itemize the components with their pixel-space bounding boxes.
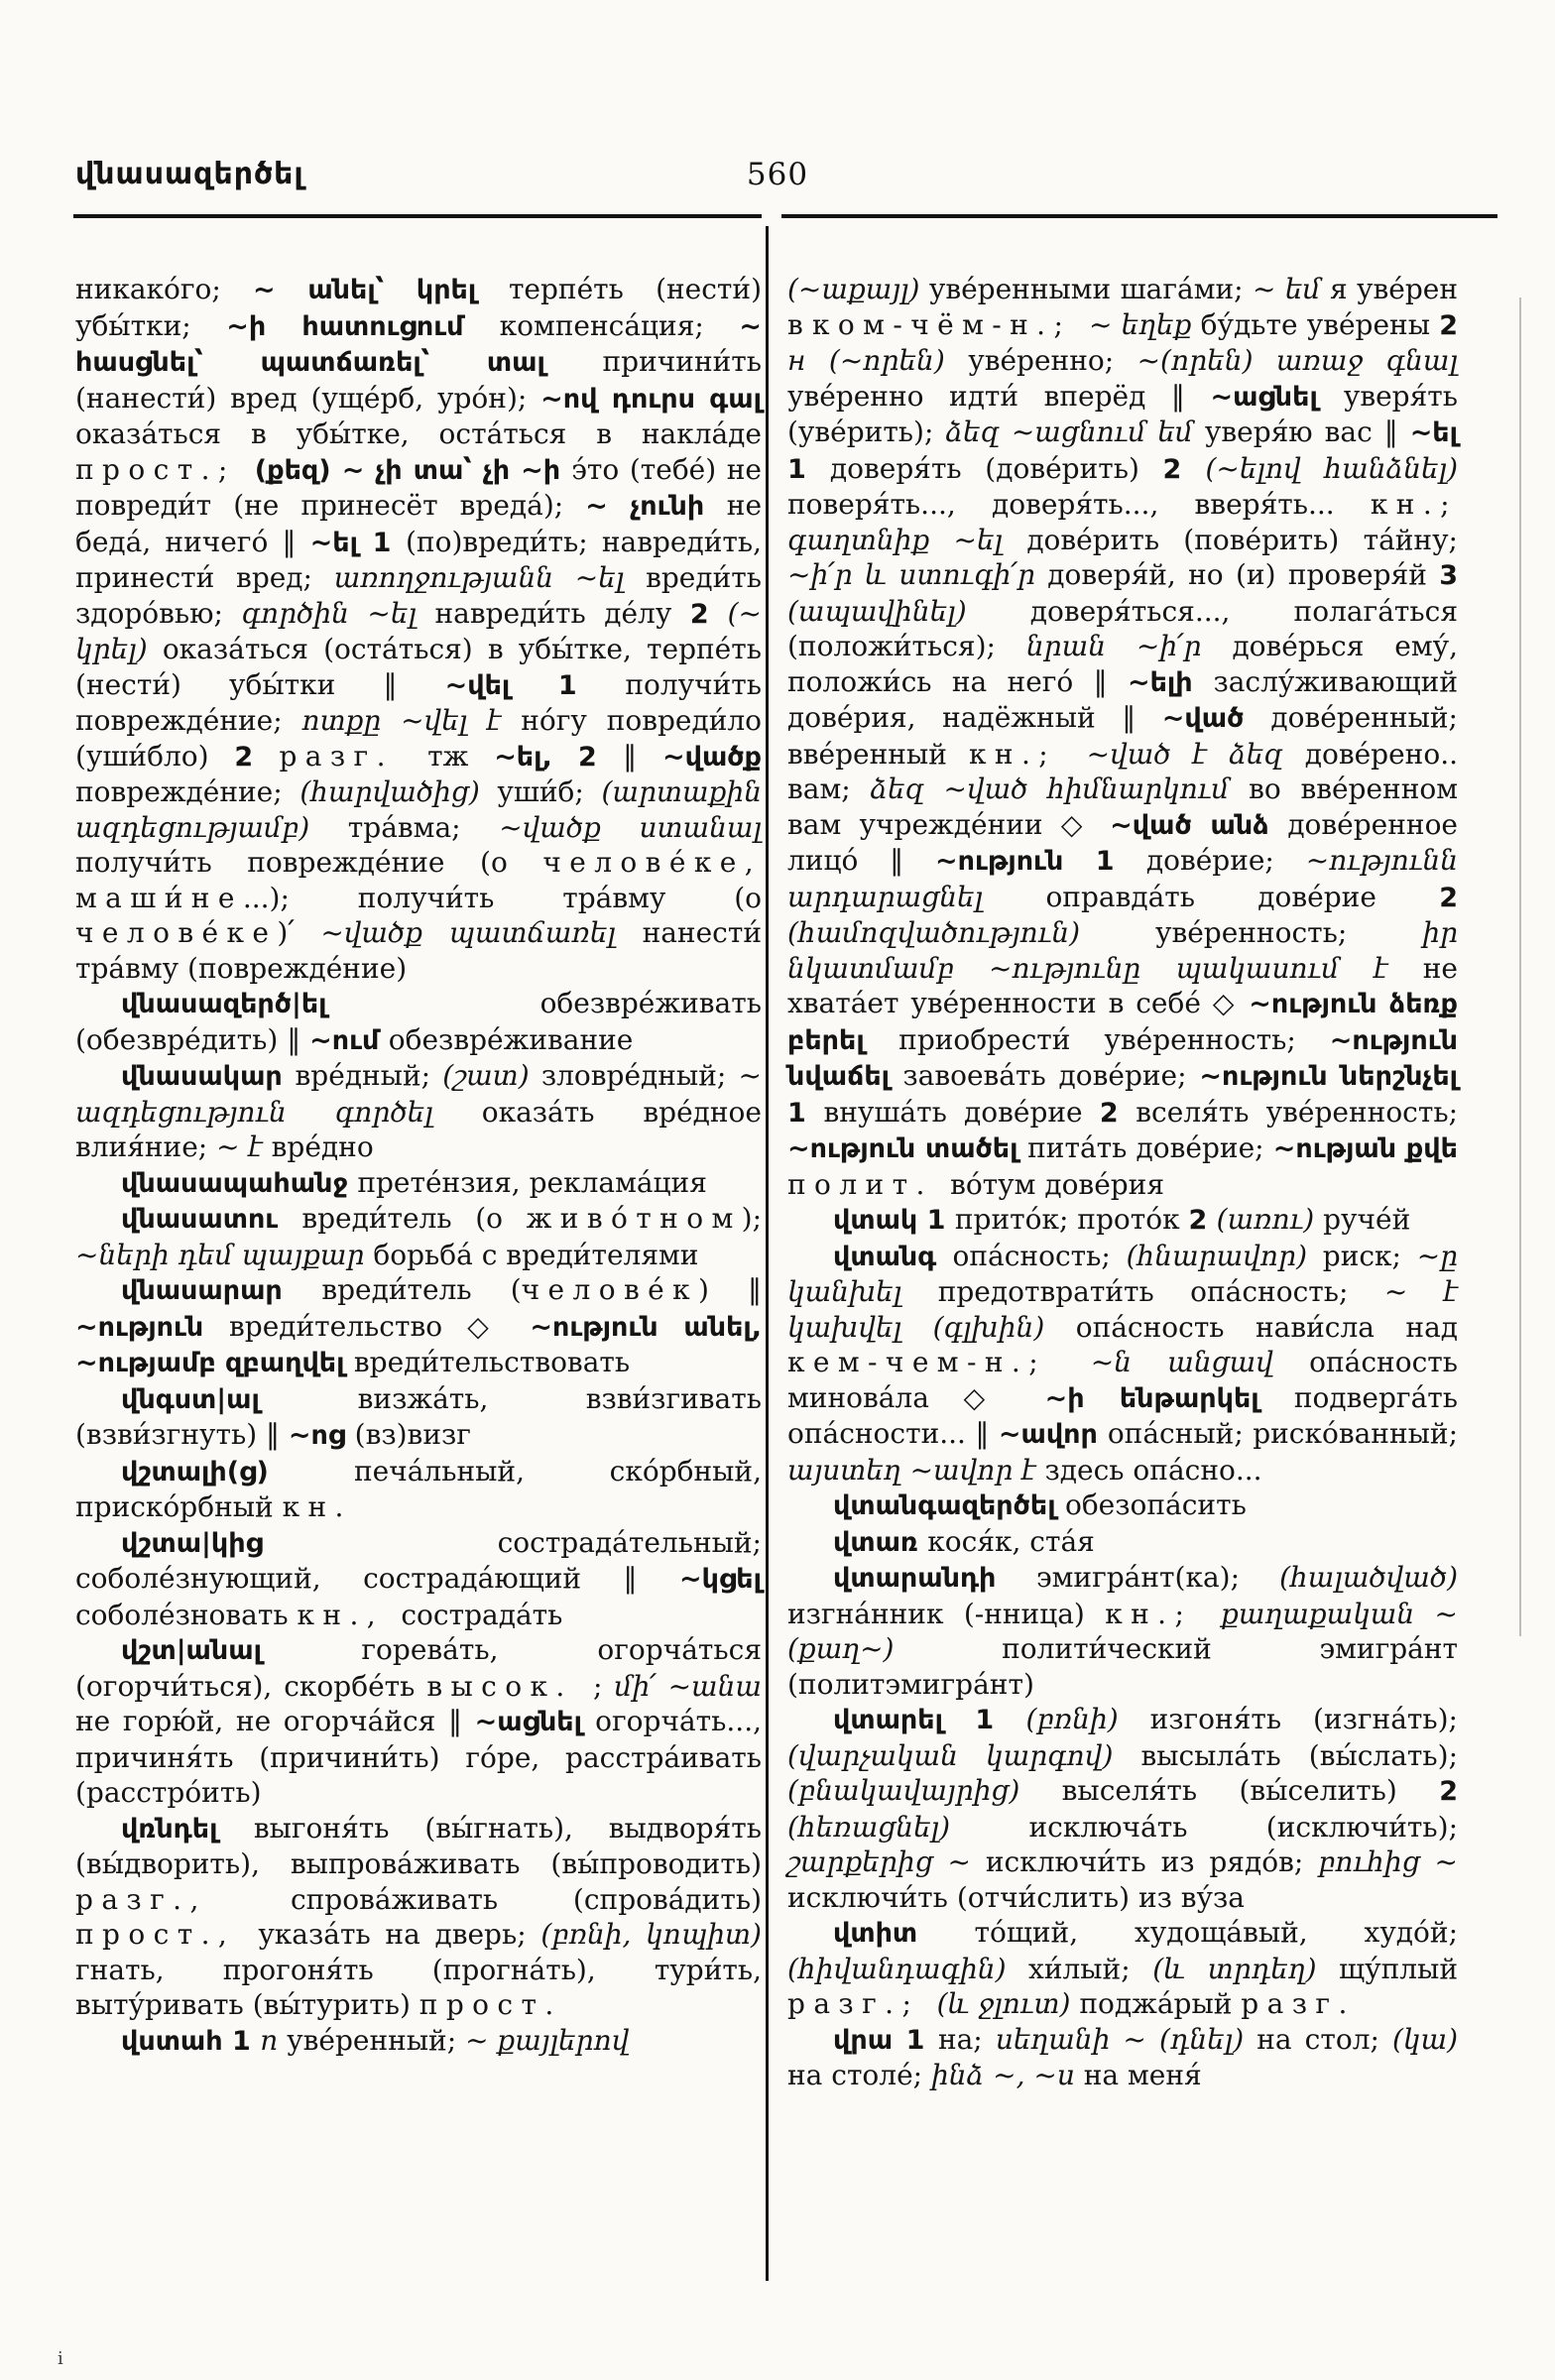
russian-text-run: уве́ренность;: [1154, 916, 1423, 949]
russian-text-run: бу́дьте уве́рены: [1200, 307, 1440, 341]
russian-text-run: дове́рься ему́, положи́сь на него́ ‖: [787, 630, 1458, 698]
russian-text-run: обезопа́сить: [1064, 1488, 1247, 1521]
spaced-label-run: челове́к: [521, 1273, 698, 1306]
armenian-italic-run: ~ ազդեցություն գործել: [75, 1059, 762, 1129]
dictionary-entry: [787, 1560, 1458, 1702]
russian-text-run: на;: [937, 2022, 996, 2056]
dictionary-entry: [75, 1272, 762, 1381]
armenian-italic-run: քաղաքական ~ (քաղ~): [787, 1597, 1458, 1665]
armenian-bold-run: ~ում: [309, 1024, 389, 1056]
russian-text-run: изгоня́ть (изгна́ть);: [1149, 1703, 1458, 1735]
armenian-bold-run: ~կցել: [678, 1564, 762, 1595]
armenian-bold-run: ~ հասցնել՝ պատճառել՝ տալ: [75, 310, 763, 378]
russian-text-run: хи́лый;: [1028, 1952, 1153, 1985]
russian-text-run: зловре́дный;: [540, 1059, 739, 1092]
column-divider: [766, 226, 769, 2281]
russian-text-run: эмигра́нт(ка);: [1035, 1561, 1280, 1594]
spaced-label-run: ком-чём-н.;: [812, 307, 1089, 341]
russian-text-run: опа́сность минова́ла ◇: [787, 1346, 1458, 1414]
spaced-label-run: разг.: [1241, 1987, 1356, 2020]
russian-text-run: не горю́й, не огорча́йся ‖: [75, 1705, 475, 1737]
armenian-italic-run: շարքերից ~: [787, 1845, 986, 1878]
russian-text-run: дове́рить (пове́рить) та́йну;: [1026, 523, 1458, 556]
dictionary-entry: [75, 986, 762, 1058]
armenian-italic-run: ~ն անցավ: [1090, 1346, 1310, 1378]
armenian-bold-run: ~ով դուրս գալ: [540, 383, 763, 415]
armenian-bold-run: վնասապահանջ: [121, 1167, 358, 1199]
russian-text-run: подверга́ть опа́сности... ‖: [787, 1380, 1458, 1450]
russian-text-run: руче́й: [1323, 1203, 1411, 1236]
dictionary-entry: [75, 1632, 762, 1811]
russian-text-run: уши́б;: [497, 775, 602, 808]
russian-text-run: уверя́ть (уве́рить);: [787, 379, 1458, 448]
armenian-italic-run: ~ է: [216, 1130, 272, 1163]
armenian-italic-run: ~ների դեմ պայքար: [75, 1238, 374, 1271]
russian-text-run: );: [741, 1202, 762, 1235]
russian-text-run: поврежде́ние;: [75, 775, 300, 808]
dictionary-entry: [787, 2022, 1458, 2093]
russian-text-run: вреди́тель (: [321, 1273, 522, 1306]
spaced-label-run: кн.;: [1370, 488, 1458, 521]
russian-text-run: терпе́ть (нести́) убы́тки;: [75, 273, 762, 342]
armenian-italic-run: (շատ): [442, 1059, 541, 1092]
armenian-italic-run: գաղտնիք ~ել: [787, 523, 1027, 556]
russian-text-run: дове́рено.. вам;: [787, 737, 1458, 805]
header-rule-left: [73, 214, 762, 218]
armenian-bold-run: ~ված: [1161, 703, 1271, 734]
armenian-italic-run: (հեռացնել): [787, 1810, 1029, 1844]
armenian-bold-run: ~ություն ձեռք բերել: [787, 989, 1458, 1056]
armenian-bold-run: ~ություն ներշնչել 1: [787, 1061, 1458, 1129]
running-headword: վնասազերծել: [75, 157, 304, 191]
dictionary-entry: [75, 2023, 762, 2060]
russian-text-run: спрова́живать (спрова́дить): [290, 1882, 762, 1916]
armenian-bold-run: ~ված անձ: [1110, 809, 1288, 841]
armenian-bold-run: 2: [1188, 1205, 1217, 1236]
armenian-italic-run: (~որեն): [828, 344, 969, 377]
armenian-bold-run: ~ել 1: [309, 527, 406, 558]
spaced-label-run: челове́ке: [75, 916, 278, 949]
armenian-italic-run: այստեղ ~ավոր է: [787, 1453, 1045, 1487]
russian-text-run: то́щий, худоща́вый, худо́й;: [974, 1916, 1459, 1949]
russian-text-run: опа́сность;: [952, 1239, 1127, 1272]
armenian-bold-run: վնասատու: [121, 1204, 302, 1235]
armenian-italic-run: н: [787, 344, 829, 377]
armenian-italic-run: (բռնի): [1025, 1703, 1150, 1735]
armenian-bold-run: վշտալի(ց): [121, 1456, 354, 1488]
dictionary-entry: [75, 1165, 762, 1202]
armenian-italic-run: ~ված է ձեզ: [1086, 737, 1305, 771]
dictionary-entry: [75, 1381, 762, 1454]
dictionary-entry: [787, 1488, 1458, 1524]
armenian-bold-run: ~վել 1: [444, 669, 626, 701]
armenian-italic-run: (~ելով հանձնել): [1205, 451, 1459, 485]
dictionary-entry: [75, 1201, 762, 1272]
russian-text-run: вре́дно: [271, 1130, 374, 1163]
russian-text-run: тж: [427, 739, 495, 773]
russian-text-run: борьба́ с вреди́телями: [373, 1238, 699, 1271]
russian-text-run: уве́ренно идти́ вперёд ‖: [787, 379, 1211, 413]
armenian-bold-run: 2: [1162, 453, 1206, 485]
russian-text-run: предотврати́ть опа́сность;: [937, 1275, 1384, 1308]
russian-text-run: заслу́живающий дове́рия, надёжный ‖: [787, 664, 1458, 734]
russian-text-run: уве́ренно;: [968, 344, 1137, 377]
armenian-bold-run: ~ելի: [1127, 666, 1214, 698]
armenian-italic-run: ~ի՛ր և ստուգի՛ր: [787, 558, 1048, 591]
russian-text-run: внуша́ть дове́рие: [823, 1095, 1100, 1129]
russian-text-run: визжа́ть, взви́згивать (взви́згнуть) ‖: [75, 1381, 762, 1451]
russian-text-run: риск;: [1322, 1239, 1417, 1272]
russian-text-run: навреди́ть де́лу: [434, 596, 690, 630]
russian-text-run: щу́плый: [1339, 1952, 1458, 1985]
armenian-bold-run: վնասակար: [121, 1061, 296, 1092]
armenian-bold-run: ~ության քվե: [1272, 1133, 1458, 1164]
armenian-bold-run: ~վածք: [661, 741, 763, 773]
armenian-italic-run: առողջությանն ~ել: [333, 561, 647, 594]
spaced-label-run: живо́тном: [526, 1202, 742, 1235]
russian-text-run: (по)вреди́ть; навреди́ть, принести́ вред;: [75, 525, 762, 594]
armenian-italic-run: ~ եղեք: [1088, 307, 1201, 341]
russian-text-run: вреди́тель (о: [301, 1202, 527, 1235]
russian-text-run: (вз)визг: [354, 1418, 471, 1451]
armenian-bold-run: վտիտ: [833, 1918, 975, 1949]
russian-text-run: высыла́ть (вы́слать);: [1140, 1738, 1458, 1772]
armenian-italic-run: ձեզ ~ված հիմնարկում: [870, 773, 1250, 805]
armenian-bold-run: 2: [1439, 309, 1459, 341]
armenian-bold-run: վռնդել: [121, 1813, 254, 1844]
russian-text-run: оказа́ться в убы́тке, оста́ться в накла́де: [75, 417, 762, 450]
armenian-bold-run: 2: [1439, 1776, 1458, 1807]
spaced-label-run: кн.;: [969, 737, 1087, 771]
armenian-bold-run: ~ի ենթարկել: [1044, 1382, 1294, 1414]
armenian-bold-run: վնասազերծ|ել: [121, 989, 540, 1019]
armenian-bold-run: ~ել, 2: [494, 741, 624, 773]
armenian-italic-run: գործին ~ել: [241, 596, 435, 630]
dictionary-entry: [75, 272, 762, 986]
russian-text-run: прете́нзия, реклама́ция: [357, 1165, 707, 1199]
dictionary-entry: [75, 1454, 762, 1525]
russian-text-run: ) ‖: [698, 1273, 763, 1306]
armenian-bold-run: ~ություն: [75, 1311, 230, 1343]
armenian-bold-run: ~ չունի: [585, 491, 727, 522]
russian-text-run: оказа́ться (оста́ться) в убы́тке, терпе́ть (нести́) убы́тки ‖: [75, 633, 762, 701]
russian-text-run: приобрести́ уве́ренность;: [898, 1022, 1330, 1056]
russian-text-run: кося́к, ста́я: [927, 1524, 1095, 1558]
spaced-label-run: прост.: [419, 1988, 562, 2021]
armenian-italic-run: ոտքը ~վել է: [301, 704, 522, 737]
russian-text-run: на меня́: [1083, 2059, 1202, 2091]
armenian-italic-run: (բռնի, կոպիտ): [540, 1918, 762, 1951]
spaced-label-run: кн.;: [1105, 1597, 1222, 1630]
armenian-bold-run: վշտ|անալ: [121, 1635, 362, 1666]
armenian-italic-run: իր նկատմամբ ~ությունը պակասում է: [787, 916, 1459, 985]
armenian-italic-run: մի՛ ~անա: [614, 1669, 762, 1703]
armenian-bold-run: ~ություն 1: [935, 846, 1146, 877]
russian-text-run: доверя́ть (дове́рить): [829, 451, 1163, 485]
armenian-italic-run: ~ եմ: [1253, 273, 1330, 305]
russian-text-run: ...); получи́ть тра́вму (о: [242, 881, 762, 914]
spaced-label-run: кем-чем-н.;: [787, 1346, 1091, 1378]
spaced-label-run: кн.,: [297, 1598, 402, 1631]
armenian-italic-run: п: [260, 2023, 288, 2057]
armenian-italic-run: նրան ~ի՛ր: [1025, 630, 1233, 662]
right-column: [787, 272, 1458, 2093]
russian-text-run: опа́сный; риско́ванный;: [1107, 1417, 1459, 1450]
armenian-bold-run: 2: [234, 741, 280, 773]
russian-text-run: причини́ть (нанести́) вред (уще́рб, уро́н);: [75, 345, 762, 415]
russian-text-run: ‖: [623, 739, 662, 773]
spaced-label-run: разг.: [279, 739, 428, 773]
armenian-bold-run: ~ություն անել, ~ությամբ զբաղվել: [75, 1311, 763, 1378]
armenian-bold-run: վտարանդի: [833, 1563, 1036, 1594]
armenian-bold-run: վտակ 1: [833, 1205, 955, 1236]
armenian-bold-run: 2: [1099, 1097, 1136, 1129]
russian-text-run: на стол;: [1256, 2022, 1392, 2056]
russian-text-run: горева́ть, огорча́ться (огорчи́ться), скорбе́ть: [75, 1633, 762, 1703]
russian-text-run: доверя́ться..., полага́ться (положи́ться);: [787, 594, 1458, 662]
russian-text-run: пита́ть дове́рие;: [1027, 1131, 1273, 1164]
dictionary-entry: [787, 1202, 1458, 1239]
russian-text-run: дове́ренное лицо́ ‖: [787, 807, 1458, 877]
russian-text-run: уве́ренными шага́ми;: [928, 273, 1254, 305]
russian-text-run: уверя́ю вас ‖: [1204, 416, 1410, 448]
russian-text-run: э́то (тебе́) не повреди́т (не принесёт вреда́);: [75, 452, 762, 522]
russian-text-run: исключи́ть (отчи́слить) из ву́за: [787, 1880, 1245, 1914]
russian-text-run: вреди́тельство ◇: [229, 1309, 531, 1343]
spaced-label-run: челове́ке, маши́не: [75, 846, 762, 914]
russian-text-run: огорча́ть..., причиня́ть (причини́ть) го́ре, расстра́ивать (расстро́ить): [75, 1705, 762, 1809]
armenian-bold-run: ~ոց: [288, 1420, 355, 1451]
russian-text-run: выселя́ть (вы́селить): [1061, 1774, 1440, 1807]
armenian-bold-run: ~ացնել: [1210, 381, 1344, 413]
russian-text-run: здесь опа́сно...: [1044, 1453, 1262, 1487]
armenian-italic-run: (արտաքին ազդեցությամբ): [75, 775, 762, 844]
armenian-bold-run: վտառ: [833, 1526, 928, 1558]
scan-artifact-mark: i: [58, 2348, 63, 2369]
armenian-italic-run: (համոզվածություն): [787, 916, 1155, 949]
armenian-italic-run: ~ությունն արդարացնել: [787, 844, 1458, 913]
russian-text-run: получи́ть поврежде́ние (о: [75, 846, 543, 879]
armenian-bold-run: վրա 1: [833, 2024, 938, 2056]
armenian-italic-run: (ապավինել): [787, 594, 1030, 628]
dictionary-entry: [787, 1524, 1458, 1561]
dictionary-entry: [787, 272, 1458, 1202]
russian-text-run: получи́ть поврежде́ние;: [75, 667, 763, 737]
russian-text-run: ;: [593, 1669, 615, 1703]
russian-text-run: сострада́тельный; соболе́знующий, сострада́ющий ‖: [75, 1525, 762, 1595]
armenian-bold-run: վնգստ|ալ: [121, 1383, 358, 1415]
spaced-label-run: высок.: [426, 1669, 594, 1703]
armenian-italic-run: ~վածք ստանալ: [499, 810, 763, 844]
armenian-bold-run: ~ություն տածել: [787, 1133, 1028, 1164]
russian-text-run: обезвре́живать (обезвре́дить) ‖: [75, 987, 762, 1056]
russian-text-run: вреди́тельствовать: [353, 1346, 631, 1378]
russian-text-run: не хвата́ет уве́ренности в себе́ ◇: [787, 951, 1458, 1019]
russian-text-run: )՛: [277, 916, 321, 949]
russian-text-run: поверя́ть..., доверя́ть..., вверя́ть...: [787, 488, 1371, 521]
armenian-bold-run: ~ացնել: [474, 1707, 596, 1737]
armenian-italic-run: (առու): [1216, 1203, 1324, 1236]
armenian-bold-run: վնասարար: [121, 1275, 322, 1306]
spaced-label-run: прост.;: [75, 452, 255, 486]
armenian-bold-run: վշտա|կից: [121, 1527, 498, 1559]
armenian-italic-run: (վարչական կարգով): [787, 1738, 1141, 1772]
dictionary-entry: [787, 1915, 1458, 2022]
russian-text-run: поджа́рый: [1079, 1987, 1242, 2020]
armenian-italic-run: (հարվածից): [299, 775, 498, 808]
russian-text-run: гнать, прогоня́ть (прогна́ть), тури́ть, выту́ривать (вы́турить): [75, 1953, 762, 2021]
russian-text-run: указа́ть на дверь;: [258, 1918, 541, 1951]
armenian-italic-run: ~ է կախվել (գլխին): [787, 1275, 1458, 1344]
russian-text-run: но́гу повреди́ло (уши́бло): [75, 704, 762, 773]
russian-text-run: никако́го;: [75, 273, 254, 305]
armenian-bold-run: վտանգազերծել: [833, 1490, 1065, 1521]
russian-text-run: доверя́й, но (и) проверя́й: [1047, 558, 1440, 591]
russian-text-run: вселя́ть уве́ренность;: [1136, 1095, 1459, 1129]
armenian-bold-run: ~ի հատուցում: [226, 310, 500, 342]
page-edge-line: [1519, 298, 1521, 1636]
page-number: 560: [746, 157, 809, 192]
russian-text-run: компенса́ция;: [499, 308, 740, 342]
dictionary-entry: [787, 1702, 1458, 1915]
russian-text-run: оправда́ть дове́рие: [1045, 880, 1440, 913]
armenian-bold-run: ~ություն նվաճել: [787, 1024, 1458, 1092]
armenian-bold-run: 2: [1439, 882, 1458, 913]
russian-text-run: обезвре́живание: [388, 1022, 634, 1056]
russian-text-run: нанести́ тра́вму (поврежде́ние): [75, 916, 762, 985]
russian-text-run: дове́ренный; вве́ренный: [787, 701, 1458, 771]
armenian-bold-run: վտարել 1: [833, 1705, 1026, 1735]
armenian-bold-run: ~ անել՝ կրել: [253, 275, 509, 305]
armenian-bold-run: ~ել 1: [787, 417, 1458, 485]
armenian-italic-run: (և ջլուտ): [936, 1987, 1080, 2020]
spaced-label-run: прост.,: [75, 1918, 259, 1951]
armenian-bold-run: 3: [1439, 560, 1458, 591]
armenian-italic-run: (բնակավայրից): [787, 1774, 1062, 1807]
russian-text-run: исключа́ть (исключи́ть);: [1028, 1810, 1458, 1844]
russian-text-run: опа́сность нави́сла над: [1075, 1310, 1459, 1344]
russian-text-run: вреди́ть здоро́вью;: [75, 561, 762, 630]
armenian-italic-run: ~(որեն) առաջ գնալ: [1136, 344, 1458, 377]
russian-text-run: не беда́, ничего́ ‖: [75, 489, 763, 558]
armenian-bold-run: վստահ 1: [121, 2025, 261, 2057]
armenian-italic-run: ~ քայլերով: [465, 2023, 630, 2057]
russian-text-run: во́тум дове́рия: [950, 1167, 1165, 1201]
russian-text-run: тра́вма;: [347, 810, 500, 844]
dictionary-entry: [75, 1525, 762, 1633]
armenian-italic-run: (կա): [1392, 2022, 1458, 2056]
armenian-italic-run: ~վածք պատճառել: [320, 916, 643, 949]
russian-text-run: вре́дный;: [295, 1059, 443, 1092]
armenian-italic-run: բուհից ~: [1318, 1845, 1458, 1878]
russian-text-run: на столе́;: [787, 2059, 931, 2091]
russian-text-run: выгоня́ть (вы́гнать), выдворя́ть (вы́дворить), выпрова́живать (вы́проводить): [75, 1811, 762, 1880]
armenian-bold-run: ~ավոր: [998, 1419, 1108, 1450]
russian-text-run: завоева́ть дове́рие;: [902, 1059, 1200, 1092]
armenian-italic-run: (~ կրել): [75, 596, 763, 665]
russian-text-run: дове́рие;: [1145, 844, 1306, 877]
armenian-italic-run: (և տրդեղ): [1152, 1952, 1340, 1985]
spaced-label-run: кн.: [282, 1490, 352, 1523]
armenian-italic-run: ~ը կանխել: [787, 1239, 1459, 1308]
russian-text-run: соболе́зновать: [75, 1598, 298, 1631]
dictionary-entry: [75, 1058, 762, 1165]
russian-text-run: уве́ренный;: [287, 2023, 466, 2057]
armenian-bold-run: (քեզ) ~ չի տա՝ չի ~ի: [254, 454, 572, 486]
armenian-italic-run: սեղանի ~ (դնել): [995, 2022, 1257, 2056]
left-column: [75, 272, 762, 2059]
russian-text-run: полити́ческий эмигра́нт (политэмигра́нт): [787, 1632, 1459, 1701]
russian-text-run: оказа́ть вре́дное влия́ние;: [75, 1095, 762, 1163]
armenian-bold-run: 2: [689, 598, 728, 630]
russian-text-run: прито́к; прото́к: [954, 1203, 1189, 1236]
armenian-italic-run: ձեզ ~ացնում եմ: [945, 416, 1205, 448]
armenian-italic-run: ինձ ~, ~ս: [930, 2059, 1084, 2091]
armenian-bold-run: վտանգ: [833, 1241, 953, 1272]
header-rule-right: [781, 214, 1497, 218]
spaced-label-run: полит.: [787, 1167, 951, 1201]
spaced-label-run: разг.;: [787, 1987, 937, 2020]
dictionary-entry: [75, 1811, 762, 2023]
spaced-label-run: разг.,: [75, 1882, 291, 1916]
russian-text-run: печа́льный, ско́рбный, приско́рбный: [75, 1454, 762, 1523]
russian-text-run: сострада́ть: [401, 1598, 563, 1631]
russian-text-run: изгна́нник (-нница): [787, 1597, 1106, 1630]
russian-text-run: исключи́ть из рядо́в;: [985, 1845, 1319, 1878]
armenian-italic-run: (~աքայլ): [787, 273, 929, 305]
russian-text-run: во вве́ренном вам учрежде́нии ◇: [787, 773, 1459, 841]
armenian-italic-run: (հիվանդագին): [787, 1952, 1029, 1985]
armenian-italic-run: (հալածված): [1279, 1561, 1458, 1594]
russian-text-run: я уве́рен в: [787, 273, 1459, 341]
dictionary-entry: [787, 1239, 1458, 1488]
armenian-italic-run: (հնարավոր): [1126, 1239, 1323, 1272]
